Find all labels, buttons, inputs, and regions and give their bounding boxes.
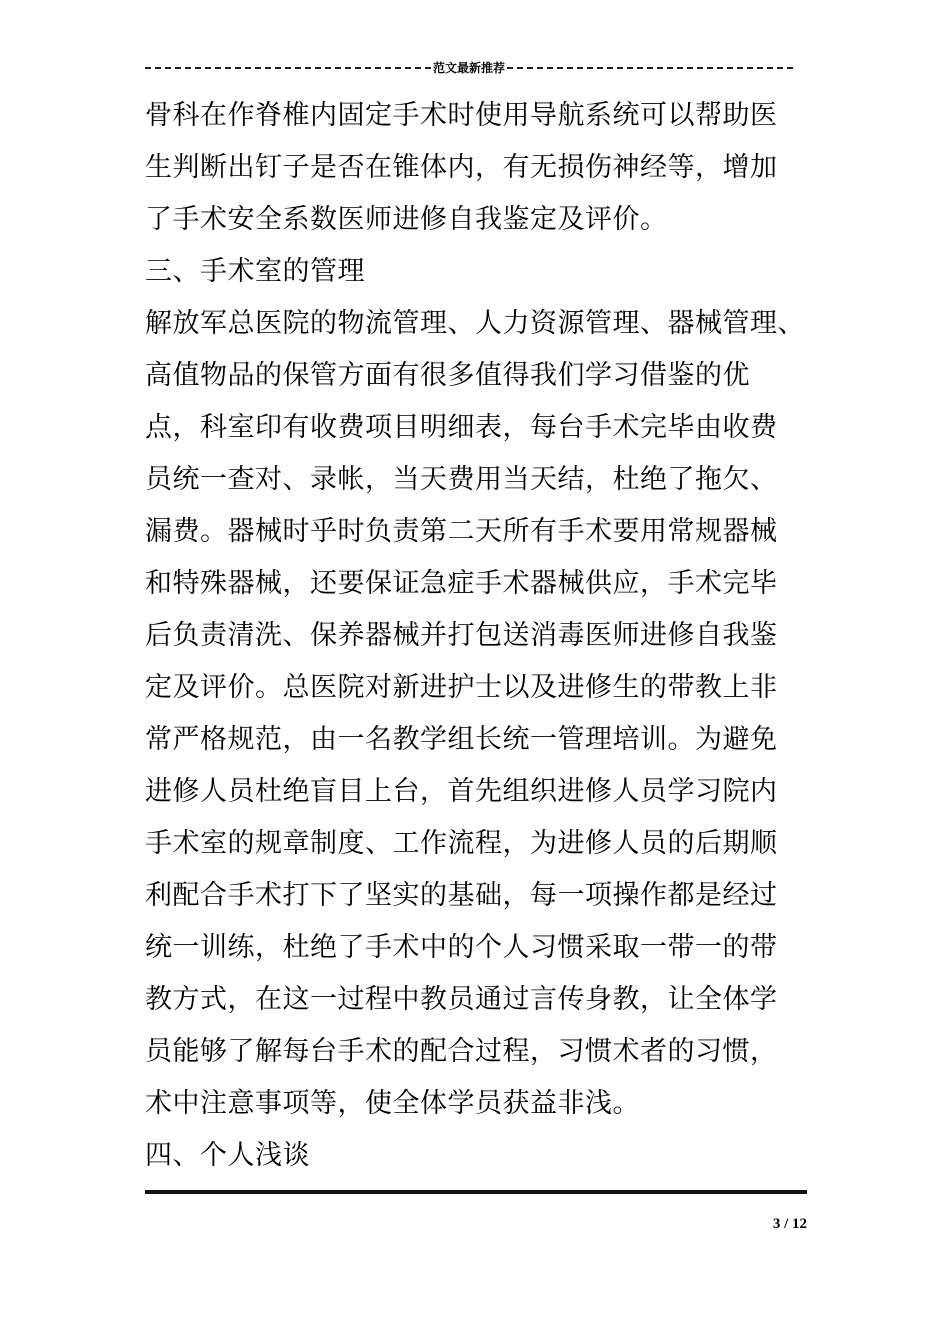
body-line: 点，科室印有收费项目明细表，每台手术完毕由收费	[145, 412, 778, 443]
body-line: 教方式，在这一过程中教员通过言传身教，让全体学	[145, 984, 778, 1015]
footer-rule	[145, 1190, 807, 1194]
header-title: 范文最新推荐	[433, 61, 506, 75]
body-line: 解放军总医院的物流管理、人力资源管理、器械管理、	[145, 308, 805, 339]
body-line: 利配合手术打下了坚实的基础，每一项操作都是经过	[145, 880, 778, 911]
body-line: 统一训练，杜绝了手术中的个人习惯采取一带一的带	[145, 932, 778, 963]
header-dashed-rule-left	[145, 67, 431, 69]
body-line: 常严格规范，由一名教学组长统一管理培训。为避免	[145, 724, 778, 755]
body-line: 手术室的规章制度、工作流程，为进修人员的后期顺	[145, 828, 778, 859]
body-line: 术中注意事项等，使全体学员获益非浅。	[145, 1088, 640, 1119]
page-number: 3 / 12	[772, 1216, 807, 1232]
body-line: 员统一查对、录帐，当天费用当天结，杜绝了拖欠、	[145, 464, 778, 495]
body-line: 了手术安全系数医师进修自我鉴定及评价。	[145, 204, 668, 235]
header-dashed-rule-right	[507, 67, 793, 69]
section-heading: 三、手术室的管理	[145, 256, 365, 287]
document-body	[145, 90, 815, 1182]
body-line: 和特殊器械，还要保证急症手术器械供应，手术完毕	[145, 568, 778, 599]
body-line: 漏费。器械时乎时负责第二天所有手术要用常规器械	[145, 516, 778, 547]
body-line: 高值物品的保管方面有很多值得我们学习借鉴的优	[145, 360, 750, 391]
body-line: 进修人员杜绝盲目上台，首先组织进修人员学习院内	[145, 776, 778, 807]
page-header	[145, 60, 793, 76]
body-line: 员能够了解每台手术的配合过程，习惯术者的习惯，	[145, 1036, 778, 1067]
body-line: 定及评价。总医院对新进护士以及进修生的带教上非	[145, 672, 778, 703]
section-heading: 四、个人浅谈	[145, 1140, 310, 1171]
body-line: 骨科在作脊椎内固定手术时使用导航系统可以帮助医	[145, 100, 778, 131]
body-line: 生判断出钉子是否在锥体内，有无损伤神经等，增加	[145, 152, 778, 183]
body-line: 后负责清洗、保养器械并打包送消毒医师进修自我鉴	[145, 620, 778, 651]
